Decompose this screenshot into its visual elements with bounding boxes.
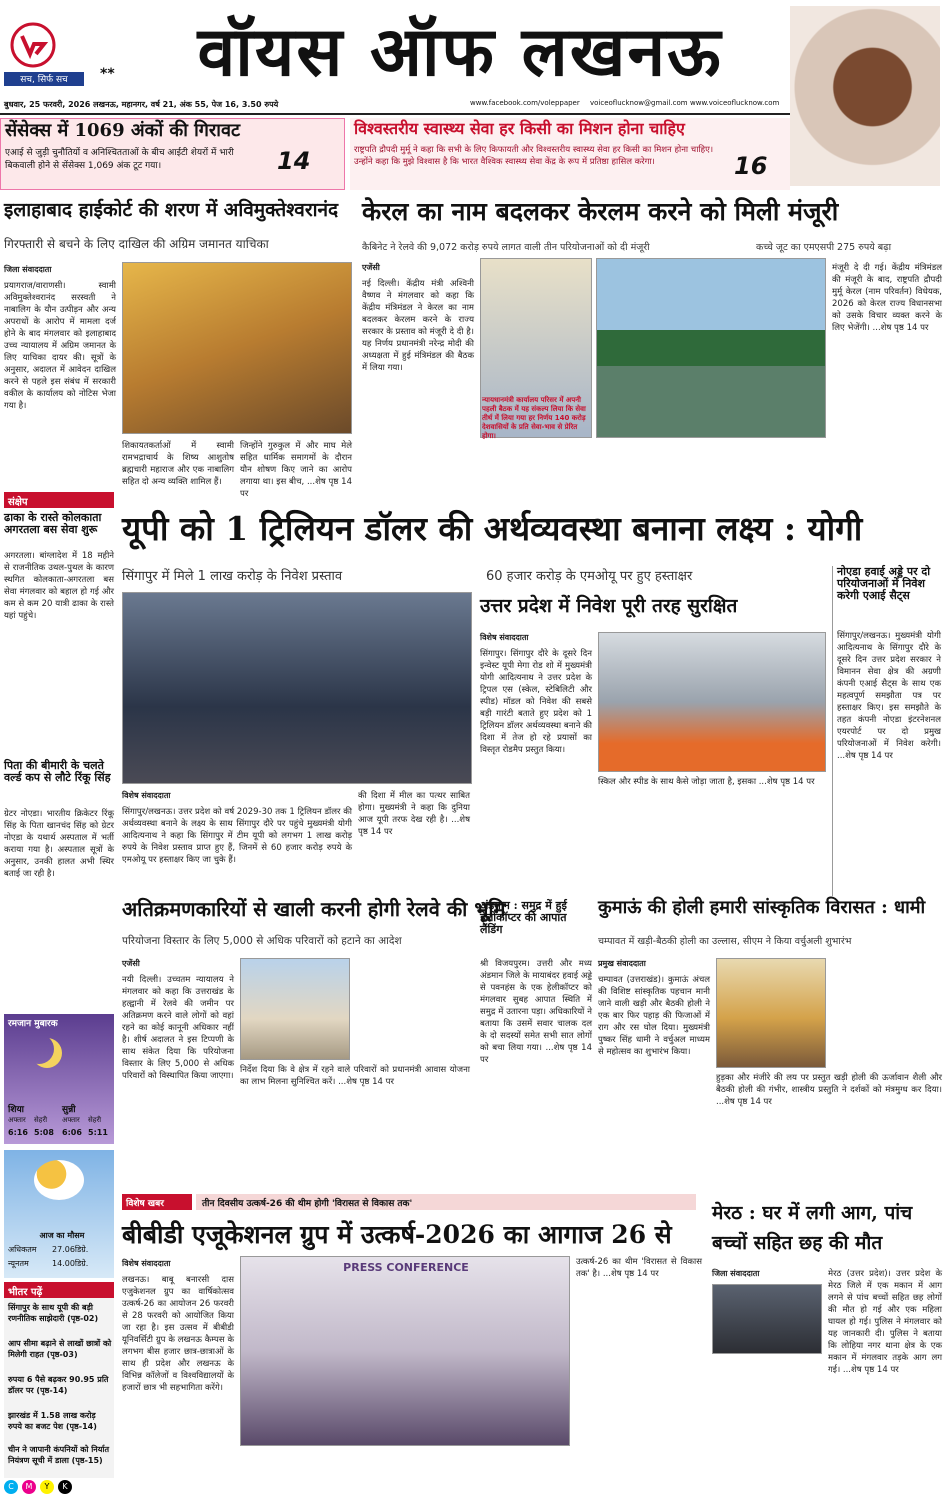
noida-box	[832, 566, 942, 896]
ramzan-iftar-label-2: अफ्तार	[62, 1116, 80, 1124]
lead-sub1: सिंगापुर में मिले 1 लाख करोड़ के निवेश प्रस्ताव	[122, 569, 343, 584]
lead-byline: विशेष संवाददाता	[122, 791, 171, 800]
teaser-left-page: 14	[277, 147, 311, 175]
story1-text: प्रयागराज/वाराणसी। स्वामी अविमुक्तेश्वरानंद सरस्वती ने नाबालिग के यौन उत्पीड़न और अन्य अपराधों के आरोप में मामला दर्ज होने के बाद मंगलवार को इलाहाबाद उच्च न्यायालय में अग्रिम जमानत के लिए याचिका दायर की। सूत्रों के अनुसार, अदालत में आवेदन दाखिल करने से पहले इस संबंध में सरकारी वकील के कार्यालय को नोटिस भेजा गया है।	[4, 281, 116, 411]
teaser-left	[0, 118, 345, 190]
ramzan-shia-label: शिया	[8, 1105, 25, 1115]
president-photo	[790, 6, 940, 186]
story2-byline: एजेंसी	[362, 263, 380, 272]
inside-item[interactable]: सिंगापुर के साथ यूपी की बड़ी रणनीतिक साझेदारी (पृष्ठ-02)	[8, 1303, 99, 1323]
andaman-text: श्री विजयपुरम। उत्तरी और मध्य अंडमान जिले के मायाबंदर हवाई अड्डे से पवनहंस के एक हेलीकॉप्टर को मंगलवार सुबह आपात स्थिति में समुद्र में उतारना पड़ा। अधिकारियों ने बताया कि उसमें सवार चालक दल के दो सदस्यों समेत सभी सात लोगों को बचा लिया गया। ...शेष पृष्ठ 14 पर	[480, 959, 592, 1065]
ramzan-sehri-label: सेहरी	[34, 1116, 48, 1124]
railway-text: नयी दिल्ली। उच्चतम न्यायालय ने मंगलवार को कहा कि उत्तराखंड के हल्द्वानी में रेलवे की जमीन पर अतिक्रमण करने वाले लोगों को वहां रहने का कोई कानूनी अधिकार नहीं है। शीर्ष अदालत ने इस टिप्पणी के साथ संकेत दिया कि परियोजना विस्तार के लिए 5,000 से अधिक परिवारों को विस्थापित किया जाएगा।	[122, 975, 234, 1081]
lead-text2: की दिशा में मील का पत्थर साबित होगा। मुख्यमंत्री ने कहा कि दुनिया आज यूपी तरफ देख रही है। ...शेष पृष्ठ 14 पर	[358, 791, 470, 837]
facebook-link[interactable]: www.facebook.com/voleppaper	[470, 99, 580, 107]
brief-headline-1: ढाका के रास्ते कोलकाता अगरतला बस सेवा शुरू	[4, 511, 102, 537]
story2-sub2: कच्चे जूट का एमएसपी 275 रुपये बढ़ा	[756, 242, 892, 253]
ramzan-v2: 5:08	[34, 1128, 54, 1137]
ramzan-sehri-label-2: सेहरी	[88, 1116, 102, 1124]
inside-item[interactable]: आप सीमा बढ़ाने से लाखों छात्रों को मिलेगी राहत (पृष्ठ-03)	[8, 1339, 112, 1359]
up-safe-caption: स्किल और स्पीड के साथ कैसे जोड़ा जाता है, इसका ...शेष पृष्ठ 14 पर	[598, 777, 815, 787]
bbd-byline: विशेष संवाददाता	[122, 1259, 171, 1268]
website-link[interactable]: www.voiceoflucknow.com	[690, 99, 780, 107]
kumaon-sub: चम्पावत में खड़ी-बैठकी होली का उल्लास, सीएम ने किया वर्चुअली शुभारंभ	[598, 936, 852, 947]
email-link[interactable]: voiceoflucknow@gmail.com	[590, 99, 688, 107]
brief-text-2: ग्रेटर नोएडा। भारतीय क्रिकेटर रिंकू सिंह के पिता खानचंद सिंह को ग्रेटर नोएडा के यथार्थ अस्पताल में भर्ती कराया गया है। अस्पताल सूत्रों के अनुसार, उनकी हालत अभी स्थिर बताई जा रही है।	[4, 809, 114, 879]
story2-photo-kerala	[596, 258, 826, 438]
inside-item[interactable]: झारखंड में 1.58 लाख करोड़ रुपये का बजट पेश (पृष्ठ-14)	[8, 1411, 97, 1431]
press-conference-banner: PRESS CONFERENCE	[343, 1261, 469, 1274]
bbd-caption: उत्कर्ष-26 का थीम 'विरासत से विकास तक' है। ...शेष पृष्ठ 14 पर	[576, 1257, 702, 1279]
story2-caption: न्यायधानमंत्री कार्यालय परिसर में अपनी पहली बैठक में यह संकल्प लिया कि सेवा तीर्थ में लिया गया हर निर्णय 140 करोड़ देशवासियों के प्रति सेवा-भाव से प्रेरित होगा।	[482, 396, 586, 440]
story1-sub: गिरफ्तारी से बचने के लिए दाखिल की अग्रिम जमानत याचिका	[4, 237, 269, 251]
railway-sub: परियोजना विस्तार के लिए 5,000 से अधिक परिवारों को हटाने का आदेश	[122, 935, 402, 947]
up-safe-byline: विशेष संवाददाता	[480, 633, 529, 642]
weather-max-value: 27.06डिग्रे.	[52, 1245, 89, 1254]
story1-headline: इलाहाबाद हाईकोर्ट की शरण में अविमुक्तेश्वरानंद	[4, 199, 339, 221]
logo	[10, 22, 56, 68]
bbd-text: लखनऊ। बाबू बनारसी दास एजुकेशनल ग्रुप का वार्षिकोत्सव उत्कर्ष-26 का आयोजन 26 फरवरी से 28 फरवरी को आयोजित किया जा रहा है। इस उत्सव में बीबीडी यूनिवर्सिटी ग्रुप के लखनऊ कैम्पस के लगभग बीस हजार छात्र-छात्राओं के साथ ही प्रदेश और लखनऊ के विभिन्न कॉलेजों व विश्वविद्यालयों के हजारों छात्र भी सहभागिता करेंगे।	[122, 1275, 234, 1393]
bbd-tag: विशेष खबर	[122, 1194, 192, 1210]
story2-sub1: कैबिनेट ने रेलवे की 9,072 करोड़ रुपये लागत वाली तीन परियोजनाओं को दी मंजूरी	[362, 242, 650, 253]
meerut-photo	[712, 1284, 822, 1354]
story2-text-right: मंजूरी दे दी गई। केंद्रीय मंत्रिमंडल की मंजूरी के बाद, राष्ट्रपति द्रौपदी मुर्मू केरल (नाम परिवर्तन) विधेयक, 2026 को केरल राज्य विधानसभा को उसके विचार व्यक्त करने के लिए भेजेंगी। ...शेष पृष्ठ 14 पर	[832, 263, 942, 333]
meerut-byline: जिला संवाददाता	[712, 1269, 760, 1278]
dateline: बुधवार, 25 फरवरी, 2026 लखनऊ, महानगर, वर्ष 21, अंक 55, पेज 16, 3.50 रुपये	[4, 100, 279, 109]
story1-byline: जिला संवाददाता	[4, 265, 52, 274]
lead-headline: यूपी को 1 ट्रिलियन डॉलर की अर्थव्यवस्था बनाना लक्ष्य : योगी	[122, 509, 863, 548]
crescent-icon	[24, 1034, 54, 1064]
story1-photo	[122, 262, 352, 434]
noida-text: सिंगापुर/लखनऊ। मुख्यमंत्री योगी आदित्यनाथ के सिंगापुर दौरे के दूसरे दिन उत्तर प्रदेश सरकार ने विमानन सेवा क्षेत्र की अग्रणी कंपनी एआई सैट्स के साथ एक महत्वपूर्ण समझौता पत्र पर हस्ताक्षर किए। इस समझौते के तहत कंपनी नोएडा इंटरनेशनल एयरपोर्ट पर दो प्रमुख परियोजनाओं में निवेश करेगी। ...शेष पृष्ठ 14 पर	[837, 631, 941, 761]
andaman-headline: अंडमान : समुद्र में हुई हेलीकॉप्टर की आपात लैंडिंग	[480, 899, 567, 937]
teaser-right-page: 16	[734, 152, 768, 180]
weather-max-label: अधिकतम	[8, 1245, 37, 1254]
inside-title: भीतर पढ़ें	[4, 1282, 114, 1298]
weather-title: आज का मौसम	[39, 1231, 85, 1240]
railway-caption: निर्देश दिया कि वे क्षेत्र में रहने वाले परिवारों को प्रधानमंत्री आवास योजना का लाभ मिलना सुनिश्चित करें। ...शेष पृष्ठ 14 पर	[240, 1065, 470, 1087]
ramzan-sunni-label: सुन्नी	[62, 1105, 76, 1115]
kumaon-photo	[716, 958, 826, 1068]
story2-headline: केरल का नाम बदलकर केरलम करने को मिली मंजूरी	[362, 197, 839, 226]
kumaon-byline: प्रमुख संवाददाता	[598, 959, 646, 968]
meerut-headline: मेरठ : घर में लगी आग, पांच बच्चों सहित छह की मौत	[712, 1202, 913, 1254]
bbd-photo	[240, 1256, 570, 1446]
kumaon-headline: कुमाऊं की होली हमारी सांस्कृतिक विरासत : धामी	[598, 897, 926, 918]
lead-sub2: 60 हजार करोड़ के एमओयू पर हुए हस्ताक्षर	[486, 569, 693, 584]
up-safe-photo	[598, 632, 826, 772]
cmyk-k: K	[58, 1480, 72, 1494]
railway-byline: एजेंसी	[122, 959, 140, 968]
weather-min-value: 14.00डिग्रे.	[52, 1259, 89, 1268]
story1-text3: जिन्होंने गुरुकुल में और माघ मेले सहित धार्मिक समागमों के दौरान यौन शोषण किए जाने का आरोप लगाया था। इस बीच, ...शेष पृष्ठ 14 पर	[240, 441, 352, 499]
teaser-left-title: सेंसेक्स में 1069 अंकों की गिरावट	[5, 120, 241, 141]
railway-headline: अतिक्रमणकारियों से खाली करनी होगी रेलवे की भूमि	[122, 897, 506, 921]
cmyk-y: Y	[40, 1480, 54, 1494]
masthead-stars: **	[100, 66, 115, 82]
sun-cloud-icon	[34, 1160, 84, 1200]
inside-item[interactable]: रुपया 6 पैसे बढ़कर 90.95 प्रति डॉलर पर (पृष्ठ-14)	[8, 1375, 109, 1395]
story2-text: नई दिल्ली। केंद्रीय मंत्री अश्विनी वैष्णव ने मंगलवार को कहा कि केंद्रीय मंत्रिमंडल ने केरल का नाम बदलकर केरलम करने के राज्य सरकार के प्रस्ताव को मंजूरी दे दी है। यह निर्णय प्रधानमंत्री नरेन्द्र मोदी की अध्यक्षता में हुई मंत्रिमंडल की बैठक में लिया गया।	[362, 279, 474, 373]
railway-photo	[240, 958, 350, 1060]
kumaon-caption: हुड़का और मंजीरे की लय पर प्रस्तुत खड़ी होली की ऊर्जावान शैली और बैठकी होली की गंभीर, शास्त्रीय प्रस्तुति ने दर्शकों को मंत्रमुग्ध कर दिया। ...शेष पृष्ठ 14 पर	[716, 1073, 942, 1107]
tagline: सच, सिर्फ सच	[4, 72, 84, 86]
story1-text2: शिकायतकर्ताओं में स्वामी रामभद्राचार्य के शिष्य आशुतोष ब्रह्मचारी महाराज और एक नाबालिग सहित दो अन्य व्यक्ति शामिल हैं।	[122, 441, 234, 487]
cmyk-c: C	[4, 1480, 18, 1494]
kumaon-text: चम्पावत (उत्तराखंड)। कुमाऊं अंचल की विशिष्ट सांस्कृतिक पहचान मानी जाने वाली खड़ी और बैठकी होली ने एक बार फिर पहाड़ की फिजाओं में राग और रस घोल दिया। मुख्यमंत्री पुष्कर सिंह धामी ने वर्चुअल माध्यम से महोत्सव का शुभारंभ किया।	[598, 975, 710, 1057]
noida-headline: नोएडा हवाई अड्डे पर दो परियोजनाओं में निवेश करेगी एआई सैट्स	[837, 565, 931, 603]
lead-text: सिंगापुर/लखनऊ। उत्तर प्रदेश को वर्ष 2029-30 तक 1 ट्रिलियन डॉलर की अर्थव्यवस्था बनाने के लक्ष्य के साथ सिंगापुर दौरे पर पहुंचे मुख्यमंत्री योगी आदित्यनाथ ने कहा कि सिंगापुर में टीम यूपी को लगभग 1 लाख करोड़ रुपये के निवेश प्रस्ताव प्राप्त हुए हैं, जिनमें से 60 हजार करोड़ रुपये के एमओयू पर हस्ताक्षर किए जा चुके हैं।	[122, 807, 352, 865]
up-safe-text: सिंगापुर। सिंगापुर दौरे के दूसरे दिन इन्वेस्ट यूपी मेगा रोड शो में मुख्यमंत्री योगी आदित्यनाथ ने उत्तर प्रदेश के ट्रिपल एस (स्केल, स्टेबिलिटी और स्पीड) मॉडल को निवेश की सबसे बड़ी गारंटी बताते हुए प्रदेश को 1 ट्रिलियन डॉलर अर्थव्यवस्था बनाने की दिशा में तेज हो रहे प्रयासों का विस्तृत रोडमैप प्रस्तुत किया।	[480, 649, 592, 755]
teaser-right	[350, 118, 790, 190]
ramzan-v1: 6:16	[8, 1128, 28, 1137]
up-safe-headline: उत्तर प्रदेश में निवेश पूरी तरह सुरक्षित	[480, 595, 738, 617]
teaser-left-text: एआई से जुड़ी चुनौतियों व अनिश्चितताओं के बीच आईटी शेयरों में भारी बिकवाली होने से सेंसेक्स 1,069 अंक टूट गया।	[5, 148, 234, 171]
bbd-headline: बीबीडी एजूकेशनल ग्रुप में उत्कर्ष-2026 का आगाज 26 से	[122, 1220, 672, 1249]
inside-item[interactable]: चीन ने जापानी कंपनियों को निर्यात नियंत्रण सूची में डाला (पृष्ठ-15)	[8, 1445, 110, 1465]
masthead-title: वॉयस ऑफ लखनऊ	[197, 12, 723, 92]
brief-label: संक्षेप	[4, 492, 114, 508]
teaser-right-title: विश्वस्तरीय स्वास्थ्य सेवा हर किसी का मिशन होना चाहिए	[354, 119, 685, 138]
ramzan-box	[4, 1014, 114, 1144]
masthead-rule	[0, 113, 790, 115]
weather-min-label: न्यूनतम	[8, 1259, 29, 1268]
ramzan-iftar-label: अफ्तार	[8, 1116, 26, 1124]
cmyk-m: M	[22, 1480, 36, 1494]
teaser-right-text: राष्ट्रपति द्रौपदी मुर्मू ने कहा कि सभी के लिए किफायती और विश्वस्तरीय स्वास्थ्य सेवा हर किसी का मिशन होना चाहिए। उन्होंने कहा कि मुझे विश्वास है कि भारत वैश्विक स्वास्थ्य सेवा केंद्र के रूप में प्रतिष्ठा हासिल करेगा।	[354, 145, 714, 167]
ramzan-v4: 5:11	[88, 1128, 108, 1137]
cmyk-strip	[4, 1480, 124, 1494]
meerut-text: मेरठ (उत्तर प्रदेश)। उत्तर प्रदेश के मेरठ जिले में एक मकान में आग लगने से पांच बच्चों सहित छह लोगों की मौत हो गई और एक महिला घायल हो गई। पुलिस ने मंगलवार को यह जानकारी दी। पुलिस ने बताया कि लोहिया नगर थाना क्षेत्र के एक मकान में मंगलवार तड़के आग लग गई। ...शेष पृष्ठ 14 पर	[828, 1269, 942, 1375]
lead-photo	[122, 592, 472, 784]
brief-text-1: अगरतला। बांग्लादेश में 18 महीने से राजनीतिक उथल-पुथल के कारण स्थगित कोलकाता-अगरतला बस सेवा मंगलवार को बहाल हो गई और कम से कम 20 यात्री ढाका के रास्ते यहां पहुंचे।	[4, 551, 114, 621]
inside-box	[4, 1282, 114, 1478]
brief-headline-2: पिता की बीमारी के चलते वर्ल्ड कप से लौटे रिंकू सिंह	[4, 759, 111, 785]
ramzan-title: रमजान मुबारक	[8, 1019, 58, 1029]
weather-box	[4, 1150, 114, 1278]
bbd-tag-text: तीन दिवसीय उत्कर्ष-26 की थीम होगी 'विरासत से विकास तक'	[196, 1194, 696, 1210]
ramzan-v3: 6:06	[62, 1128, 82, 1137]
